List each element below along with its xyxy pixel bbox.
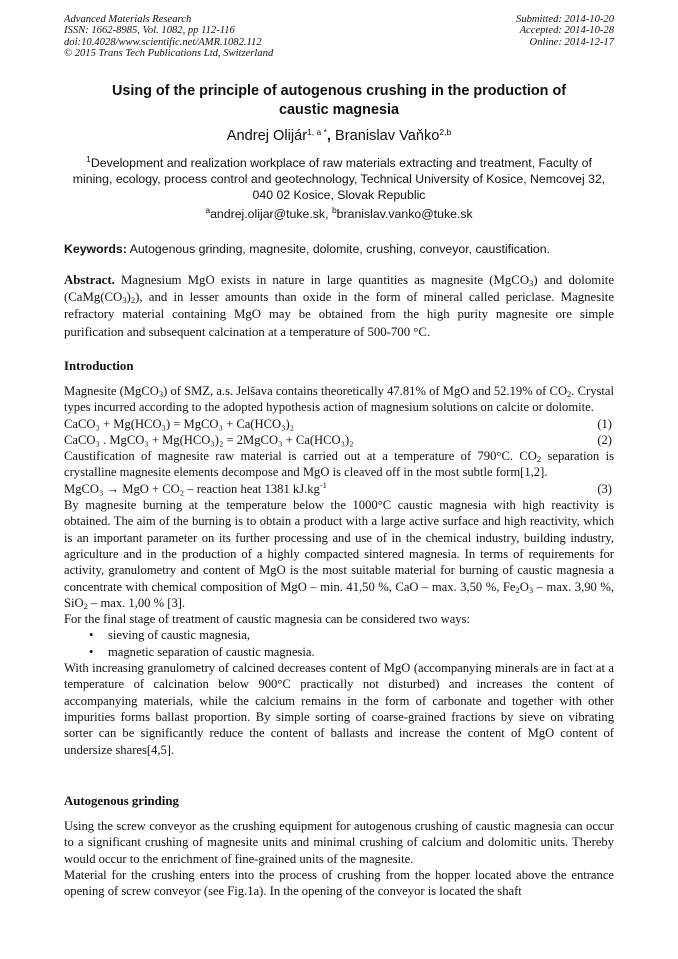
bullet-icon: • <box>89 628 94 643</box>
equation-1 <box>64 416 614 432</box>
email-a[interactable]: andrej.olijar@tuke.sk <box>210 207 326 221</box>
list-item <box>89 644 614 660</box>
author-list <box>64 128 614 144</box>
affiliation <box>64 155 614 203</box>
subscript: 2 <box>515 584 520 595</box>
subscript: 3 <box>529 278 534 288</box>
keywords <box>64 242 614 256</box>
equation-text: CaCO₃ + Mg(HCO₃) = MgCO₃ + Ca(HCO₃)₂ <box>64 416 295 431</box>
abstract-label: Abstract. <box>64 273 115 287</box>
subscript: 3 <box>528 584 534 595</box>
paragraph <box>64 383 614 416</box>
equation-text: MgCO₃ → MgO + CO₂ – reaction heat 1381 kJ.kg <box>64 481 320 496</box>
text: O <box>519 579 529 594</box>
paragraph <box>64 448 614 481</box>
paragraph: With increasing granulometry of calcined decreases content of MgO (accompanying minerals are in fact at a temperature of calcination below 900°C practically not disturbed) and increases the content of accompanying materials, while the calcium remains in the form of carbonate and together with other impurities forms ballast proportion. By simple sorting of coarse-grained fractions by sieve on vibrating sorter can be significantly reduce the content of ballasts and increase the content of MgO content of undersize shares[4,5]. <box>64 661 614 757</box>
text: ) of SMZ, a.s. Jelšava contains theoretically 47.81% of MgO and 52.19% of CO <box>163 384 568 398</box>
email-b[interactable]: branislav.vanko@tuke.sk <box>336 207 473 221</box>
list-item <box>89 627 614 643</box>
superscript: -1 <box>319 479 327 490</box>
section-heading-autogenous-grinding: Autogenous grinding <box>64 794 179 808</box>
text: – max. 3,90 %, SiO <box>64 579 614 610</box>
equation-number: (3) <box>597 481 612 496</box>
affiliation-line-3: 040 02 Kosice, Slovak Republic <box>252 188 426 202</box>
abstract-text: ) and dolomite (CaMg(CO <box>64 273 614 305</box>
affiliation-line-2: mining, ecology, process control and geotechnology, Technical University of Kosice, Nemcovej 32, <box>72 172 606 186</box>
author-emails <box>64 207 614 221</box>
text: . Crystal types incurred according to the adopted hypothesis action of magnesium solutions on calcite or dolomite. <box>64 384 614 415</box>
paragraph: Using the screw conveyor as the crushing equipment for autogenous crushing of caustic magnesia can occur to a significant crushing of magnesite units and minimal crushing of calcium and dolomitic units. Thereby would occur to the enrichment of fine-grained units of the magnesite. <box>64 819 614 866</box>
list-item-text: magnetic separation of caustic magnesia. <box>108 644 315 659</box>
equation-2 <box>64 432 614 448</box>
email-b-mark: b <box>331 205 337 215</box>
equation-3 <box>64 481 614 497</box>
text: Magnesite (MgCO <box>64 384 159 398</box>
paragraph: For the final stage of treatment of caustic magnesia can be considered two ways: <box>64 612 471 627</box>
subscript: 2 <box>83 600 88 611</box>
introduction-body <box>64 383 614 758</box>
online-date: Online: 2014-12-17 <box>529 36 614 48</box>
text: separation is crystalline magnesite elements decompose and MgO is cleaved off in the most subtle form[1,2]. <box>64 449 615 480</box>
subscript: 2 <box>567 389 572 399</box>
email-a-mark: a <box>205 205 211 215</box>
abstract-text: ) <box>126 290 131 305</box>
journal-name: Advanced Materials Research <box>64 14 192 25</box>
author-separator: , <box>326 128 336 144</box>
bullet-icon: • <box>89 644 94 659</box>
abstract <box>64 272 614 341</box>
abstract-text: Magnesium MgO exists in nature in large quantities as magnesite (MgCO <box>114 273 530 287</box>
list-item-text: sieving of caustic magnesia, <box>108 628 250 643</box>
subscript: 2 <box>130 295 136 306</box>
subscript: 3 <box>158 389 164 399</box>
subscript: 2 <box>536 454 542 465</box>
author-2: Branislav Vaňko <box>335 128 440 144</box>
accepted-date: Accepted: 2014-10-28 <box>519 25 614 37</box>
abstract-text: ), and in lesser amounts than oxide in the form of mineral called periclase. Magnesite refractory material containing MgO may be obtained from the high purity magnesite ore simple purification and subsequent calcination at a temperature of 500-700 °C. <box>64 290 614 339</box>
submitted-date: Submitted: 2014-10-20 <box>516 14 614 25</box>
dates-header <box>516 14 614 48</box>
section-heading-introduction: Introduction <box>64 359 134 373</box>
journal-header <box>64 14 273 60</box>
subscript: 3 <box>122 295 127 306</box>
author-1: Andrej Olijár <box>226 128 308 144</box>
affiliation-line-1: Development and realization workplace of raw materials extracting and treatment, Faculty of <box>90 156 592 170</box>
bullet-list <box>64 627 614 660</box>
keywords-text: Autogenous grinding, magnesite, dolomite, crushing, conveyor, caustification. <box>126 242 551 256</box>
title-line-1: Using of the principle of autogenous crushing in the production of <box>111 83 567 99</box>
author-1-affil: 1, a * <box>307 127 327 137</box>
paper-title <box>64 82 614 120</box>
copyright-line: © 2015 Trans Tech Publications Ltd, Switzerland <box>64 48 274 60</box>
equation-number: (2) <box>597 432 612 447</box>
text: – max. 1,00 % [3]. <box>87 595 186 610</box>
autogenous-body <box>64 818 614 899</box>
title-line-2: caustic magnesia <box>279 102 399 118</box>
equation-number: (1) <box>597 416 612 431</box>
doi-line: doi:10.4028/www.scientific.net/AMR.1082.112 <box>64 36 262 48</box>
text: By magnesite burning at the temperature below the 1000°C caustic magnesia with high reactivity is obtained. The aim of the burning is to obtain a product with a large active surface and high reactivity, which is an important parameter on its further processing and use of in the chemical industry, building industry, agriculture and in the production of a highly compacted sintered magnesia. In terms of requirements for activity, granulometry and content of MgO is the most suitable material for burning of caustic magnesia a concentrate with chemical composition of MgO – min. 41,50 %, CaO – max. 3,50 %, Fe <box>64 498 614 594</box>
issn-line: ISSN: 1662-8985, Vol. 1082, pp 112-116 <box>64 25 235 37</box>
paragraph <box>64 497 614 611</box>
email-separator: , <box>325 207 332 221</box>
paragraph: Material for the crushing enters into the process of crushing from the hopper located above the entrance opening of screw conveyor (see Fig.1a). In the opening of the conveyor is located the shaft <box>64 867 614 899</box>
text: Caustification of magnesite raw material is carried out at a temperature of 790°C. CO <box>64 449 537 464</box>
equation-text: CaCO₃ . MgCO₃ + Mg(HCO₃)₂ = 2MgCO₃ + Ca(HCO₃)₂ <box>64 432 354 447</box>
affiliation-mark: 1 <box>86 154 91 164</box>
keywords-label: Keywords: <box>64 242 127 256</box>
author-2-affil: 2,b <box>439 127 452 137</box>
